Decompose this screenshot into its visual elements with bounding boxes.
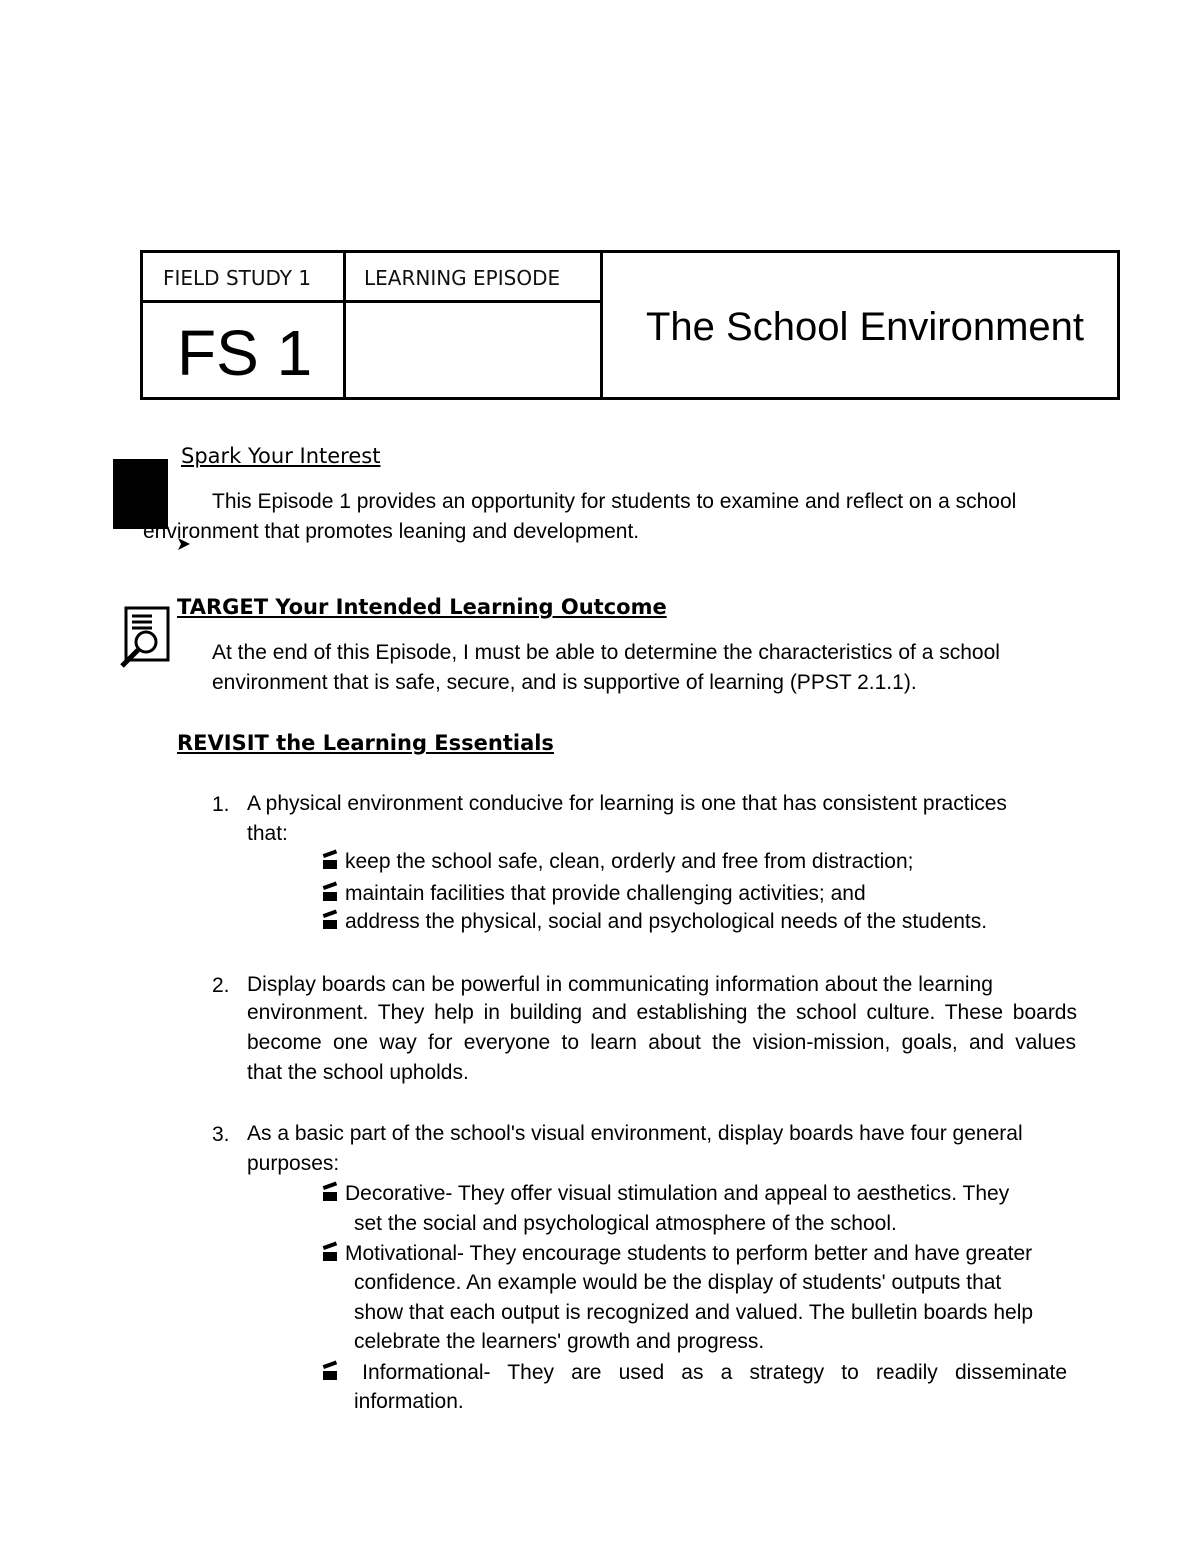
list-bullet: keep the school safe, clean, orderly and free from distraction; xyxy=(322,847,913,877)
header-divider xyxy=(343,253,346,397)
list-item-line: A physical environment conducive for learning is one that has consistent practices xyxy=(247,792,1007,815)
list-bullet: Motivational- They encourage students to perform better and have greater xyxy=(322,1239,1032,1269)
clapperboard-bullet-icon xyxy=(322,1365,339,1380)
target-text-line1: At the end of this Episode, I must be able to determine the characteristics of a school xyxy=(212,641,1000,664)
target-heading: TARGET Your Intended Learning Outcome xyxy=(177,595,667,619)
list-bullet-continuation: set the social and psychological atmosphere of the school. xyxy=(354,1212,897,1235)
list-number: 1. xyxy=(212,793,230,816)
list-number: 3. xyxy=(212,1123,230,1146)
spark-text-line2: environment that promotes leaning and development. xyxy=(143,520,640,543)
list-item-line: that the school upholds. xyxy=(247,1061,469,1084)
header-divider xyxy=(600,253,603,397)
revisit-heading: REVISIT the Learning Essentials xyxy=(177,731,554,755)
target-text-line2: environment that is safe, secure, and is supportive of learning (PPST 2.1.1). xyxy=(212,671,917,694)
list-bullet-continuation: confidence. An example would be the display of students' outputs that xyxy=(354,1271,1002,1294)
fs-code: FS 1 xyxy=(177,317,313,389)
list-bullet-continuation: show that each output is recognized and valued. The bulletin boards help xyxy=(354,1301,1034,1324)
spark-heading: Spark Your Interest xyxy=(181,444,381,468)
spark-text-line1: This Episode 1 provides an opportunity for students to examine and reflect on a school xyxy=(212,490,1017,513)
list-item-line: environment. They help in building and establishing the school culture. These boards xyxy=(247,1001,1077,1024)
clapperboard-bullet-icon xyxy=(322,1186,339,1201)
field-study-label: FIELD STUDY 1 xyxy=(163,266,312,290)
list-bullet-continuation: celebrate the learners' growth and progress. xyxy=(354,1330,765,1353)
document-magnifier-icon xyxy=(118,606,172,670)
list-bullet: address the physical, social and psychological needs of the students. xyxy=(322,907,987,937)
episode-title: The School Environment xyxy=(646,305,1085,349)
header-table xyxy=(140,250,1120,400)
learning-episode-label: LEARNING EPISODE xyxy=(364,266,561,290)
list-bullet-continuation: information. xyxy=(354,1390,464,1413)
list-item-line: Display boards can be powerful in communicating information about the learning xyxy=(247,973,993,996)
list-bullet: Decorative- They offer visual stimulation and appeal to aesthetics. They xyxy=(322,1179,1009,1209)
list-bullet: maintain facilities that provide challenging activities; and xyxy=(322,879,866,909)
list-item-line: purposes: xyxy=(247,1152,340,1175)
list-bullet: Informational- They are used as a strategy to readily disseminate xyxy=(322,1358,1067,1388)
list-item-line: become one way for everyone to learn about the vision-mission, goals, and values xyxy=(247,1031,1076,1054)
list-item-line: As a basic part of the school's visual environment, display boards have four general xyxy=(247,1122,1023,1145)
list-number: 2. xyxy=(212,974,230,997)
clapperboard-bullet-icon xyxy=(322,1246,339,1261)
clapperboard-bullet-icon xyxy=(322,854,339,869)
clapperboard-bullet-icon xyxy=(322,886,339,901)
header-row-divider xyxy=(143,300,600,303)
list-item-line: that: xyxy=(247,822,288,845)
clapperboard-bullet-icon xyxy=(322,914,339,929)
